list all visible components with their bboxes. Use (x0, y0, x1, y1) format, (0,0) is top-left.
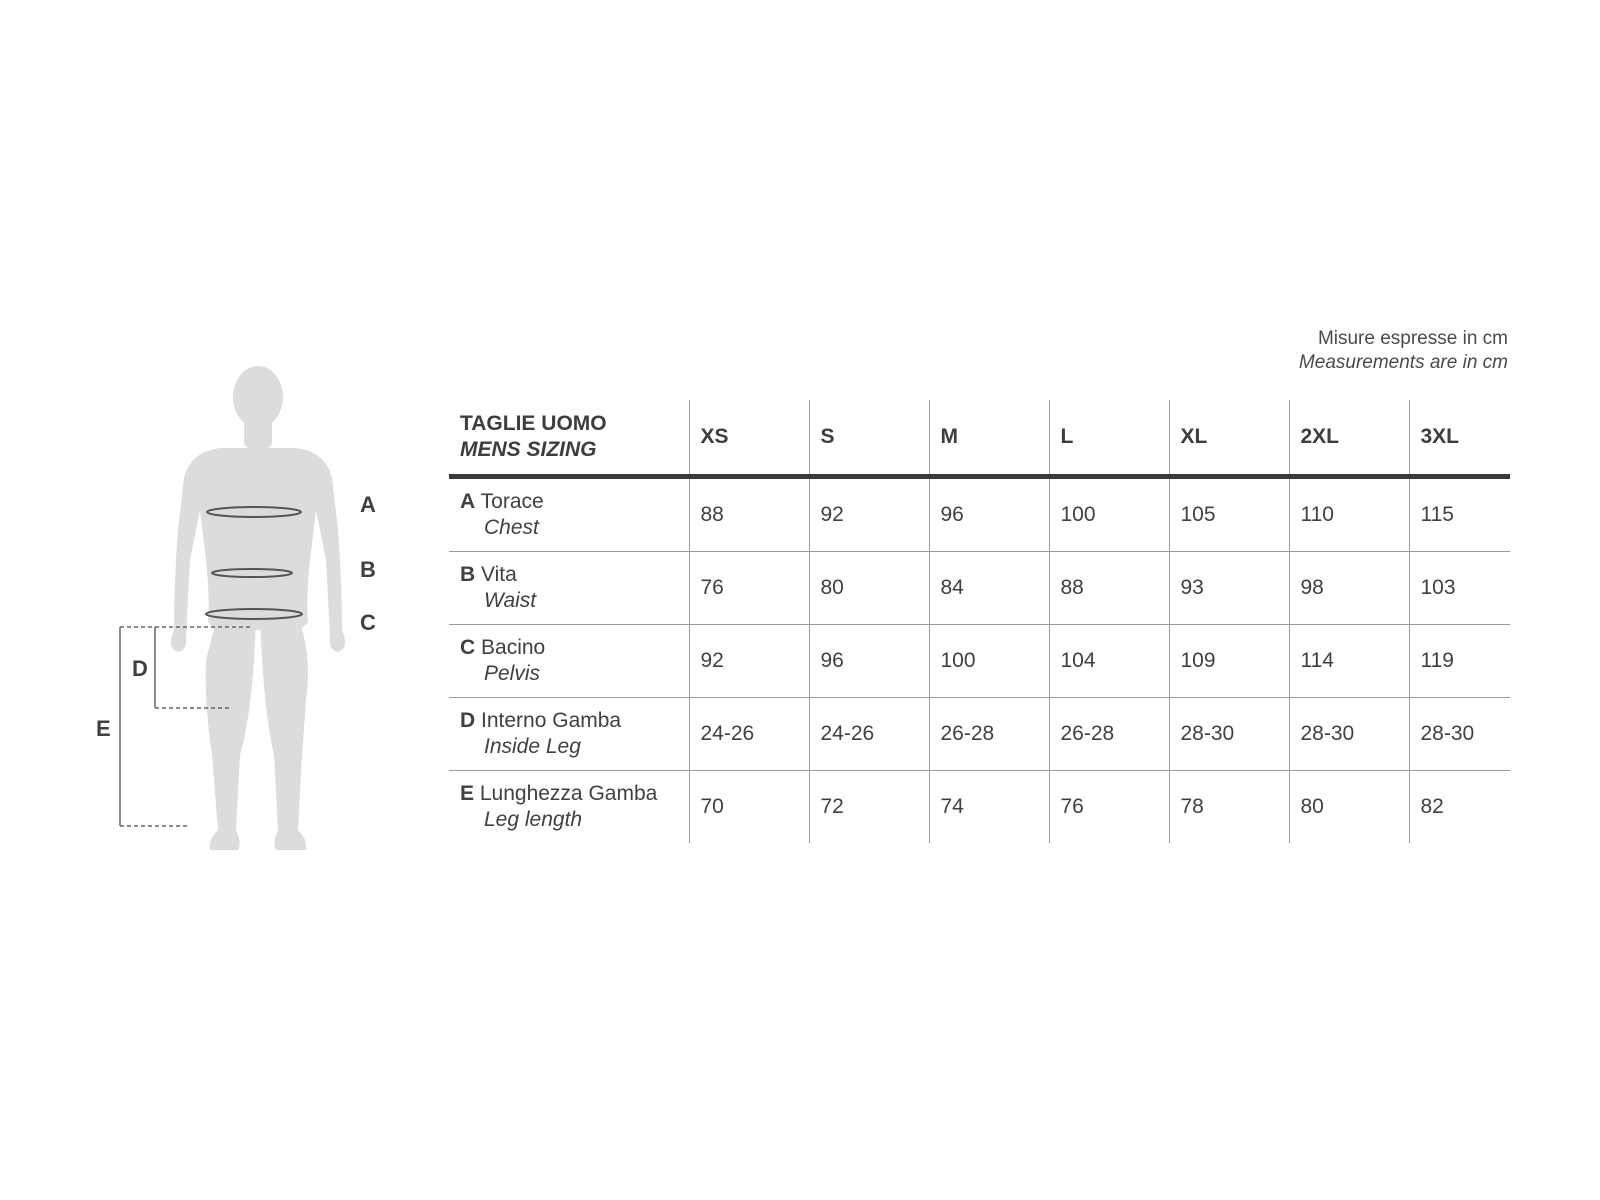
size-header-s: S (809, 400, 929, 477)
row-label-english: Inside Leg (484, 735, 581, 758)
table-cell: 74 (929, 771, 1049, 844)
table-cell: 28-30 (1289, 698, 1409, 771)
size-header-3xl: 3XL (1409, 400, 1510, 477)
corner-english: MENS SIZING (460, 438, 597, 461)
table-cell: 92 (809, 477, 929, 552)
row-letter: B (460, 563, 476, 586)
row-label-italian: Interno Gamba (481, 709, 622, 732)
row-label-italian: Bacino (481, 636, 546, 659)
table-cell: 28-30 (1169, 698, 1289, 771)
table-cell: 80 (1289, 771, 1409, 844)
table-cell: 88 (689, 477, 809, 552)
table-cell: 70 (689, 771, 809, 844)
table-cell: 76 (1049, 771, 1169, 844)
table-cell: 100 (1049, 477, 1169, 552)
row-letter: D (460, 709, 476, 732)
row-label-english: Pelvis (484, 662, 541, 685)
size-header-xl: XL (1169, 400, 1289, 477)
row-letter: E (460, 782, 475, 805)
table-row (449, 771, 1510, 844)
table-cell: 28-30 (1409, 698, 1510, 771)
table-cell: 104 (1049, 625, 1169, 698)
corner-header (449, 400, 689, 477)
units-note-italian: Misure espresse in cm (1317, 328, 1508, 349)
table-cell: 82 (1409, 771, 1510, 844)
table-cell: 100 (929, 625, 1049, 698)
row-letter: A (460, 490, 476, 513)
table-row (449, 698, 1510, 771)
label-d: D (132, 656, 148, 681)
table-cell: 80 (809, 552, 929, 625)
size-header-2xl: 2XL (1289, 400, 1409, 477)
table-cell: 115 (1409, 477, 1510, 552)
header-row (449, 400, 1510, 477)
table-cell: 96 (929, 477, 1049, 552)
size-header-m: M (929, 400, 1049, 477)
table-row (449, 477, 1510, 552)
table-cell: 105 (1169, 477, 1289, 552)
row-label-italian: Torace (480, 490, 544, 513)
units-note (1299, 327, 1508, 375)
row-label (449, 698, 689, 771)
row-label (449, 552, 689, 625)
table-cell: 103 (1409, 552, 1510, 625)
row-label-italian: Vita (481, 563, 517, 586)
table-row (449, 552, 1510, 625)
body-measurement-figure (80, 360, 400, 880)
table-cell: 96 (809, 625, 929, 698)
table-cell: 76 (689, 552, 809, 625)
row-label-english: Chest (484, 516, 539, 539)
row-label-english: Waist (484, 589, 537, 612)
size-table (449, 400, 1510, 843)
row-label-italian: Lunghezza Gamba (479, 782, 658, 805)
table-row (449, 625, 1510, 698)
table-cell: 26-28 (929, 698, 1049, 771)
row-label (449, 477, 689, 552)
label-b: B (360, 557, 376, 582)
table-cell: 93 (1169, 552, 1289, 625)
row-label (449, 625, 689, 698)
size-header-l: L (1049, 400, 1169, 477)
row-label (449, 771, 689, 844)
table-cell: 78 (1169, 771, 1289, 844)
corner-italian: TAGLIE UOMO (460, 412, 607, 435)
size-header-xs: XS (689, 400, 809, 477)
label-a: A (360, 492, 376, 517)
table-cell: 24-26 (689, 698, 809, 771)
table-cell: 114 (1289, 625, 1409, 698)
units-note-english: Measurements are in cm (1298, 352, 1508, 373)
row-label-english: Leg length (484, 808, 583, 831)
table-cell: 72 (809, 771, 929, 844)
row-letter: C (460, 636, 476, 659)
table-cell: 24-26 (809, 698, 929, 771)
table-cell: 92 (689, 625, 809, 698)
table-cell: 88 (1049, 552, 1169, 625)
label-c: C (360, 610, 376, 635)
table-cell: 98 (1289, 552, 1409, 625)
table-cell: 84 (929, 552, 1049, 625)
table-cell: 109 (1169, 625, 1289, 698)
table-cell: 119 (1409, 625, 1510, 698)
table-cell: 110 (1289, 477, 1409, 552)
table-cell: 26-28 (1049, 698, 1169, 771)
human-silhouette-icon (80, 360, 400, 880)
label-e: E (96, 716, 111, 741)
